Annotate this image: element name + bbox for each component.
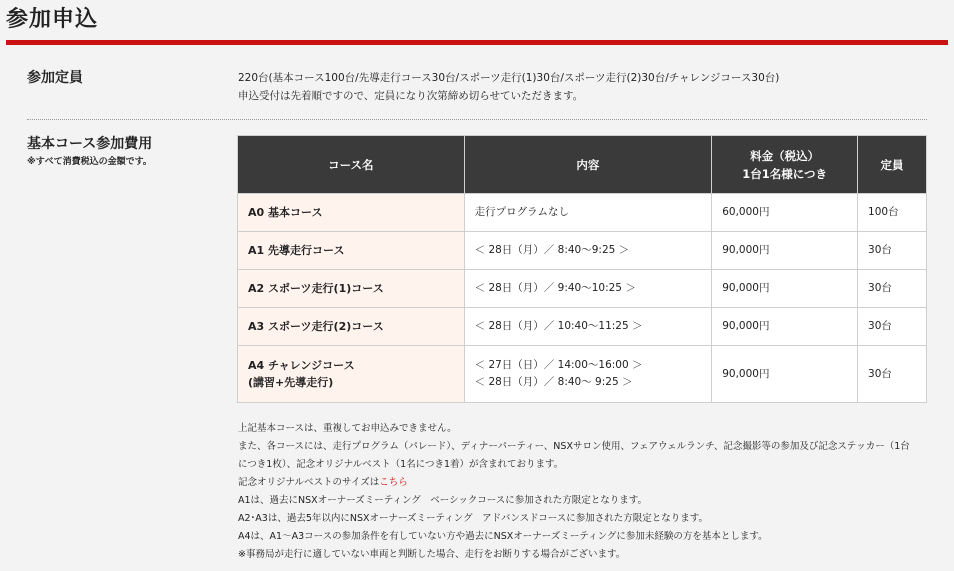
course-content-cell: ＜ 28日（月）／ 10:40〜11:25 ＞	[464, 308, 712, 346]
note-vehicle-refusal: ※事務局が走行に適していない車両と判断した場合、走行をお断りする場合がございます。	[238, 549, 626, 560]
header-price	[712, 136, 858, 194]
course-price-cell: 60,000円	[712, 194, 858, 232]
note-vest-size-text: 記念オリジナルベストのサイズは	[238, 477, 380, 488]
course-price-cell: 90,000円	[712, 270, 858, 308]
course-name-cell: A0 基本コース	[238, 194, 465, 232]
page-title: 参加申込	[6, 7, 99, 32]
course-notes	[238, 420, 938, 564]
tax-note: ※すべて消費税込の金額です。	[27, 157, 152, 167]
course-name-cell: A3 スポーツ走行(2)コース	[238, 308, 465, 346]
course-price-cell: 90,000円	[712, 232, 858, 270]
course-name-cell	[238, 346, 465, 403]
course-price-cell: 90,000円	[712, 308, 858, 346]
table-header-row	[238, 136, 927, 194]
course-capacity-cell: 30台	[858, 346, 927, 403]
capacity-policy: 申込受付は先着順ですので、定員になり次第締め切らせていただきます。	[238, 90, 584, 102]
fees-section-label: 基本コース参加費用	[27, 136, 153, 152]
course-price-cell: 90,000円	[712, 346, 858, 403]
table-row	[238, 232, 927, 270]
note-no-duplicate: 上記基本コースは、重複してお申込みできません。	[238, 423, 457, 434]
section-divider	[27, 119, 927, 120]
capacity-section-label: 参加定員	[27, 70, 83, 86]
header-capacity: 定員	[858, 136, 927, 194]
course-content-line2: ＜ 28日（月）／ 8:40〜 9:25 ＞	[474, 376, 633, 388]
title-underline	[6, 40, 948, 45]
course-content-line1: ＜ 27日（日）／ 14:00〜16:00 ＞	[474, 359, 643, 371]
course-name-line2: (講習+先導走行)	[248, 376, 334, 389]
course-content-cell: ＜ 28日（月）／ 8:40〜9:25 ＞	[464, 232, 712, 270]
note-inclusions: また、各コースには、走行プログラム（パレード）、ディナーパーティー、NSXサロン使用、フェアウェルランチ、記念撮影等の参加及び記念ステッカー（1台	[238, 441, 910, 452]
course-name-line1: A4 チャレンジコース	[248, 359, 355, 372]
course-content-cell: ＜ 28日（月）／ 9:40〜10:25 ＞	[464, 270, 712, 308]
course-name-cell: A1 先導走行コース	[238, 232, 465, 270]
note-a2-a3-eligibility: A2･A3は、過去5年以内にNSXオーナーズミーティング アドバンスドコースに参加された方限定となります。	[238, 513, 709, 524]
capacity-summary: 220台(基本コース100台/先導走行コース30台/スポーツ走行(1)30台/スポーツ走行(2)30台/チャレンジコース30台)	[238, 72, 780, 84]
header-price-line2: 1台1名様につき	[742, 166, 828, 181]
header-price-line1: 料金（税込）	[750, 148, 820, 163]
course-content-cell	[464, 346, 712, 403]
course-capacity-cell: 30台	[858, 232, 927, 270]
table-row	[238, 194, 927, 232]
note-a1-eligibility: A1は、過去にNSXオーナーズミーティング ベーシックコースに参加された方限定となります。	[238, 495, 647, 506]
course-content-cell: 走行プログラムなし	[464, 194, 712, 232]
table-row	[238, 270, 927, 308]
note-vest-size	[238, 474, 938, 492]
table-row	[238, 346, 927, 403]
note-a4-eligibility: A4は、A1〜A3コースの参加条件を有していない方や過去にNSXオーナーズミーティングに参加未経験の方を基本とします。	[238, 531, 768, 542]
table-row	[238, 308, 927, 346]
note-inclusions-cont: につき1枚）、記念オリジナルベスト（1名につき1着）が含まれております。	[238, 459, 564, 470]
course-fee-table	[237, 135, 927, 403]
course-capacity-cell: 30台	[858, 308, 927, 346]
course-capacity-cell: 100台	[858, 194, 927, 232]
header-course-name: コース名	[238, 136, 465, 194]
course-capacity-cell: 30台	[858, 270, 927, 308]
vest-size-link[interactable]: こちら	[379, 477, 408, 488]
header-content: 内容	[464, 136, 712, 194]
course-name-cell: A2 スポーツ走行(1)コース	[238, 270, 465, 308]
